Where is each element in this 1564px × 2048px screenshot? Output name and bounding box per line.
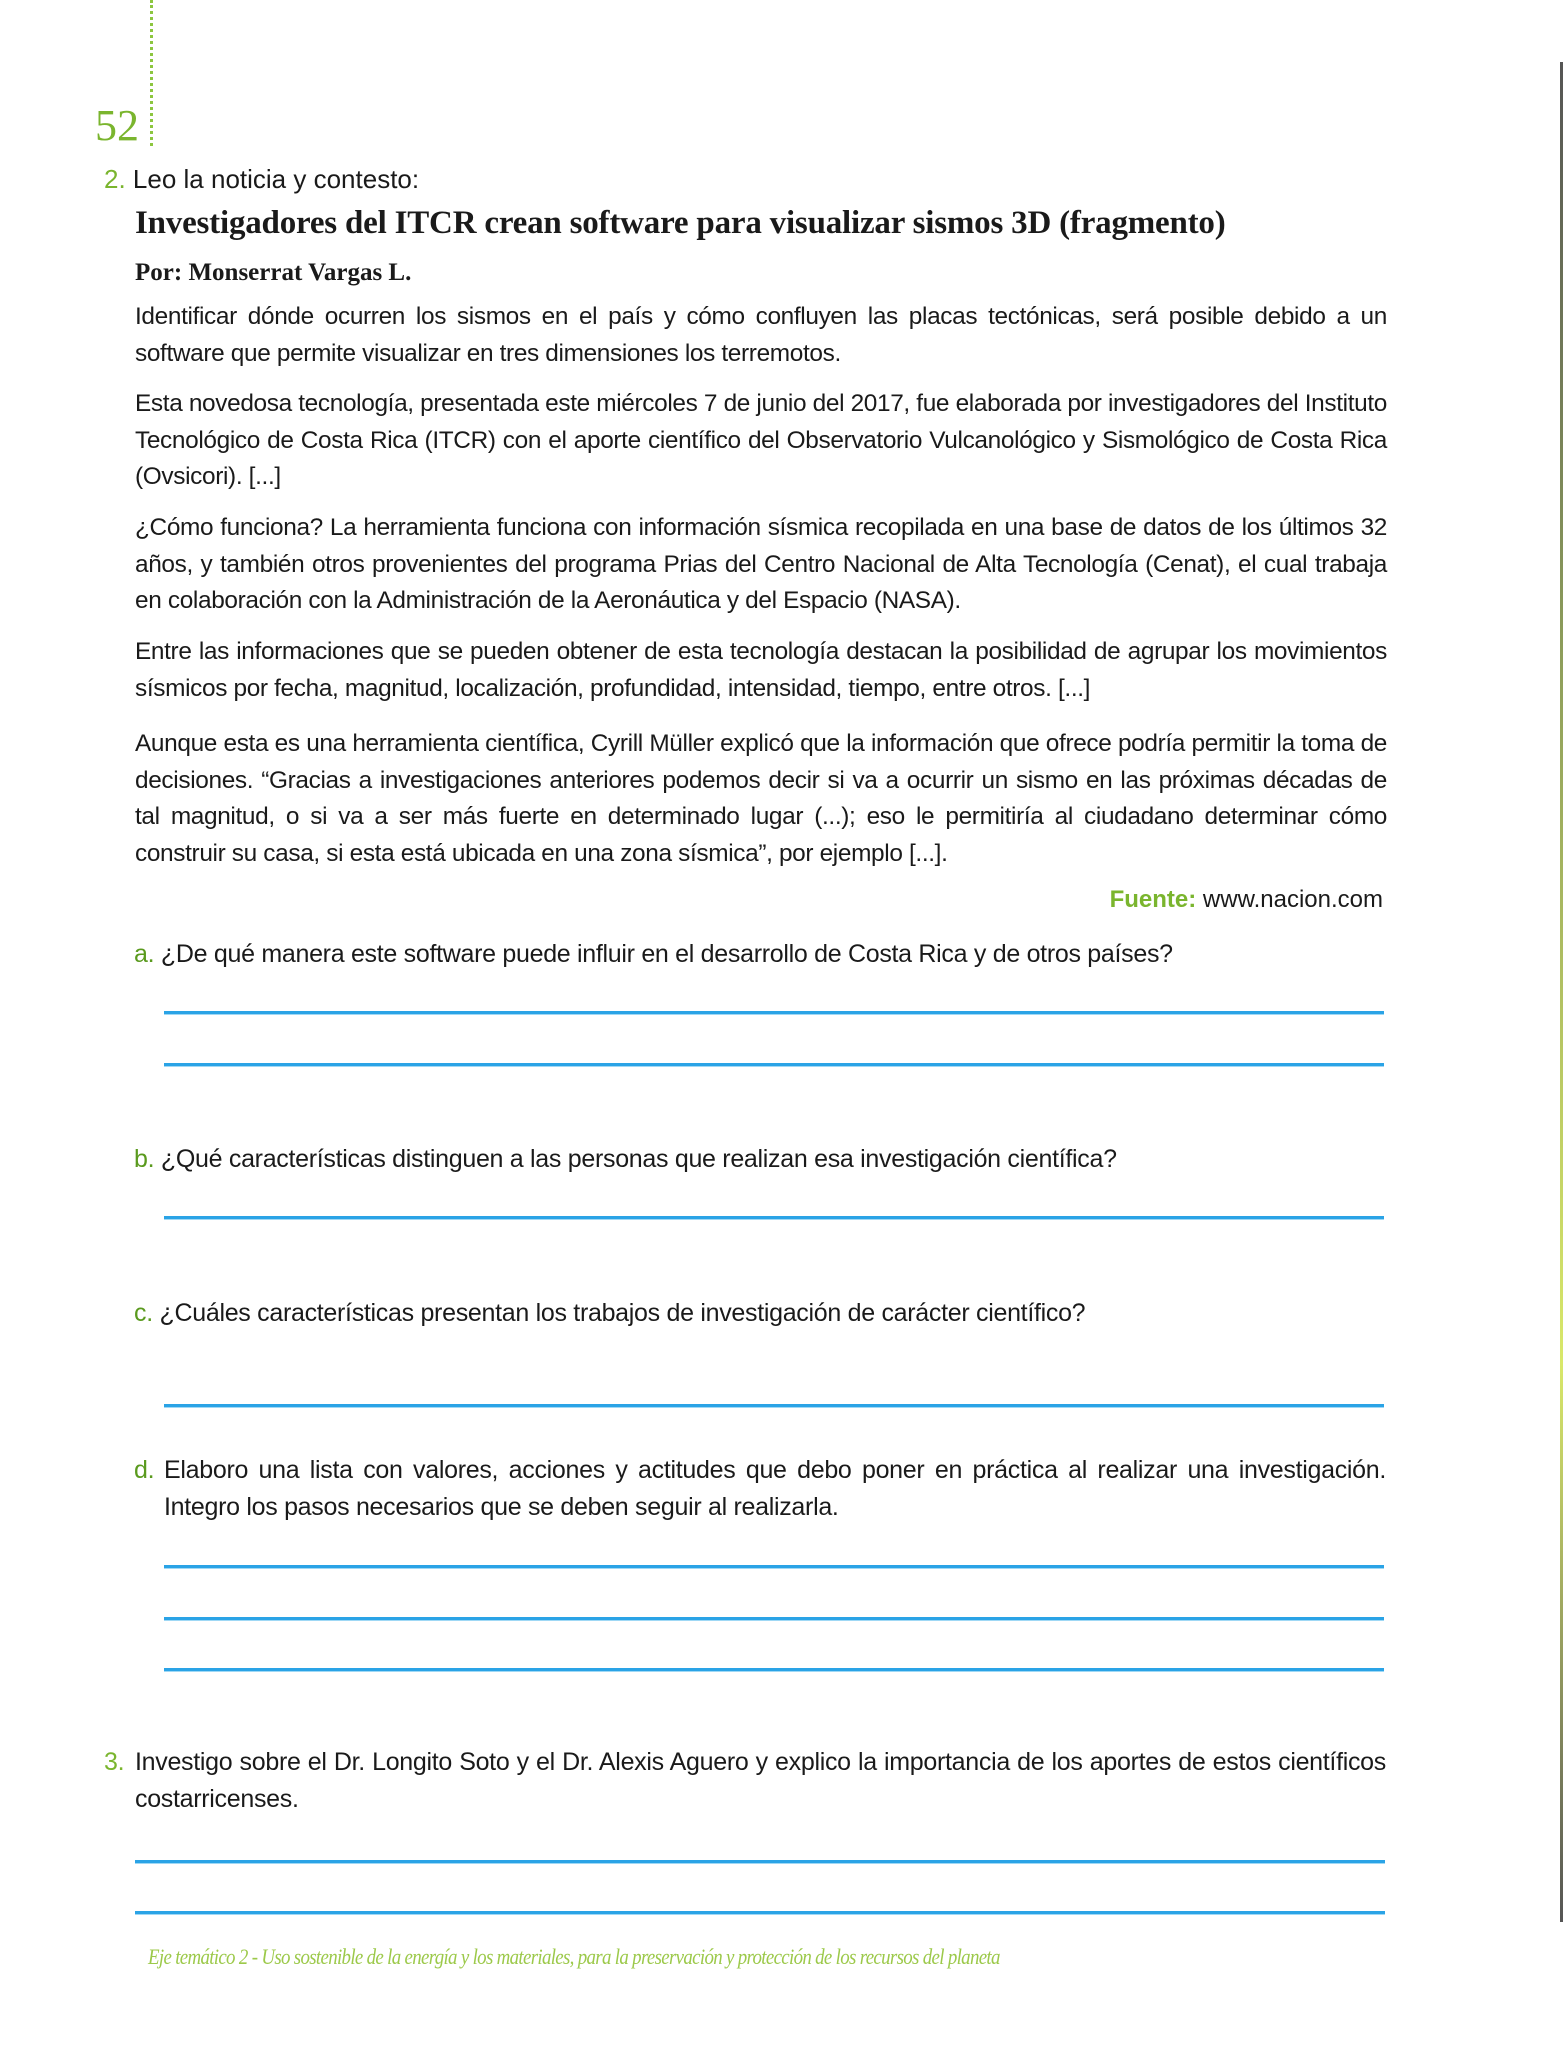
exercise-instruction: Leo la noticia y contesto: — [132, 164, 420, 194]
answer-line-a-1[interactable] — [164, 1011, 1384, 1015]
article-paragraph: Aunque esta es una herramienta científica, Cyrill Müller explicó que la información que ofrece podría permitir la toma de decisiones. “Gracias a investigaciones anteriores podemos decir si va a ocurrir un sismo en las próximas décadas de tal magnitud, o si va a ser más fuerte en determinado lugar (...); eso le permitiría al ciudadano determinar cómo construir su casa, si esta está ubicada en una zona sísmica”, por ejemplo [...]. — [135, 730, 1387, 867]
article-paragraph: Identificar dónde ocurren los sismos en el país y cómo confluyen las placas tectónicas, será posible debido a un software que permite visualizar en tres dimensiones los terremotos. — [135, 303, 1387, 367]
source-link: www.nacion.com — [1202, 886, 1383, 913]
source-label: Fuente: — [1109, 886, 1197, 913]
question-text: ¿Cuáles características presentan los trabajos de investigación de carácter científico? — [159, 1299, 1086, 1327]
page-footer: Eje temático 2 - Uso sostenible de la energía y los materiales, para la preservación y protección de los recursos del planeta — [148, 1944, 1000, 1969]
answer-line-b-1[interactable] — [164, 1216, 1384, 1220]
question-c — [134, 1299, 1085, 1328]
page-edge-bar — [1560, 62, 1563, 1922]
article-paragraph: Entre las informaciones que se pueden obtener de esta tecnología destacan la posibilidad de agrupar los movimientos sísmicos por fecha, magnitud, localización, profundidad, intensidad, tiempo, entre otros. [...] — [135, 638, 1387, 702]
exercise-number: 3. — [104, 1748, 125, 1776]
question-a — [134, 940, 1173, 969]
question-text: Elaboro una lista con valores, acciones y actitudes que debo poner en práctica al realizar una investigación. Integro los pasos necesarios que se deben seguir al realizarla. — [164, 1456, 1386, 1521]
article-source — [1110, 886, 1383, 914]
question-d — [134, 1452, 1386, 1526]
question-letter: b. — [134, 1145, 155, 1173]
question-letter: a. — [134, 940, 155, 968]
answer-line-3-2[interactable] — [135, 1911, 1385, 1915]
question-b — [134, 1145, 1117, 1174]
exercise-3-text: Investigo sobre el Dr. Longito Soto y el Dr. Alexis Aguero y explico la importancia de los aportes de estos científicos costarricenses. — [135, 1748, 1386, 1813]
article-byline: Por: Monserrat Vargas L. — [135, 259, 412, 286]
question-letter: d. — [134, 1456, 155, 1484]
answer-line-d-1[interactable] — [164, 1565, 1384, 1569]
question-text: ¿Qué características distinguen a las personas que realizan esa investigación científica? — [160, 1145, 1117, 1173]
question-letter: c. — [134, 1299, 153, 1327]
article-paragraph: ¿Cómo funciona? La herramienta funciona con información sísmica recopilada en una base de datos de los últimos 32 años, y también otros provenientes del programa Prias del Centro Nacional de Alta Tecnología (Cenat), el cual trabaja en colaboración con la Administración de la Aeronáutica y del Espacio (NASA). — [135, 514, 1387, 614]
answer-line-d-3[interactable] — [164, 1668, 1384, 1672]
exercise-2-heading — [104, 164, 419, 195]
exercise-3 — [104, 1744, 1386, 1818]
article-title: Investigadores del ITCR crean software para visualizar sismos 3D (fragmento) — [135, 205, 1226, 241]
answer-line-a-2[interactable] — [164, 1063, 1384, 1067]
answer-line-3-1[interactable] — [135, 1860, 1385, 1864]
question-text: ¿De qué manera este software puede influir en el desarrollo de Costa Rica y de otros países? — [160, 940, 1173, 968]
exercise-number: 2. — [104, 164, 126, 194]
margin-dotted-rule — [150, 0, 153, 146]
article-paragraph: Esta novedosa tecnología, presentada este miércoles 7 de junio del 2017, fue elaborada por investigadores del Instituto Tecnológico de Costa Rica (ITCR) con el aporte científico del Observatorio Vulcanológico y Sismológico de Costa Rica (Ovsicori). [...] — [135, 390, 1387, 490]
answer-line-c-1[interactable] — [164, 1404, 1384, 1408]
page-number: 52 — [95, 101, 139, 150]
answer-line-d-2[interactable] — [164, 1617, 1384, 1621]
